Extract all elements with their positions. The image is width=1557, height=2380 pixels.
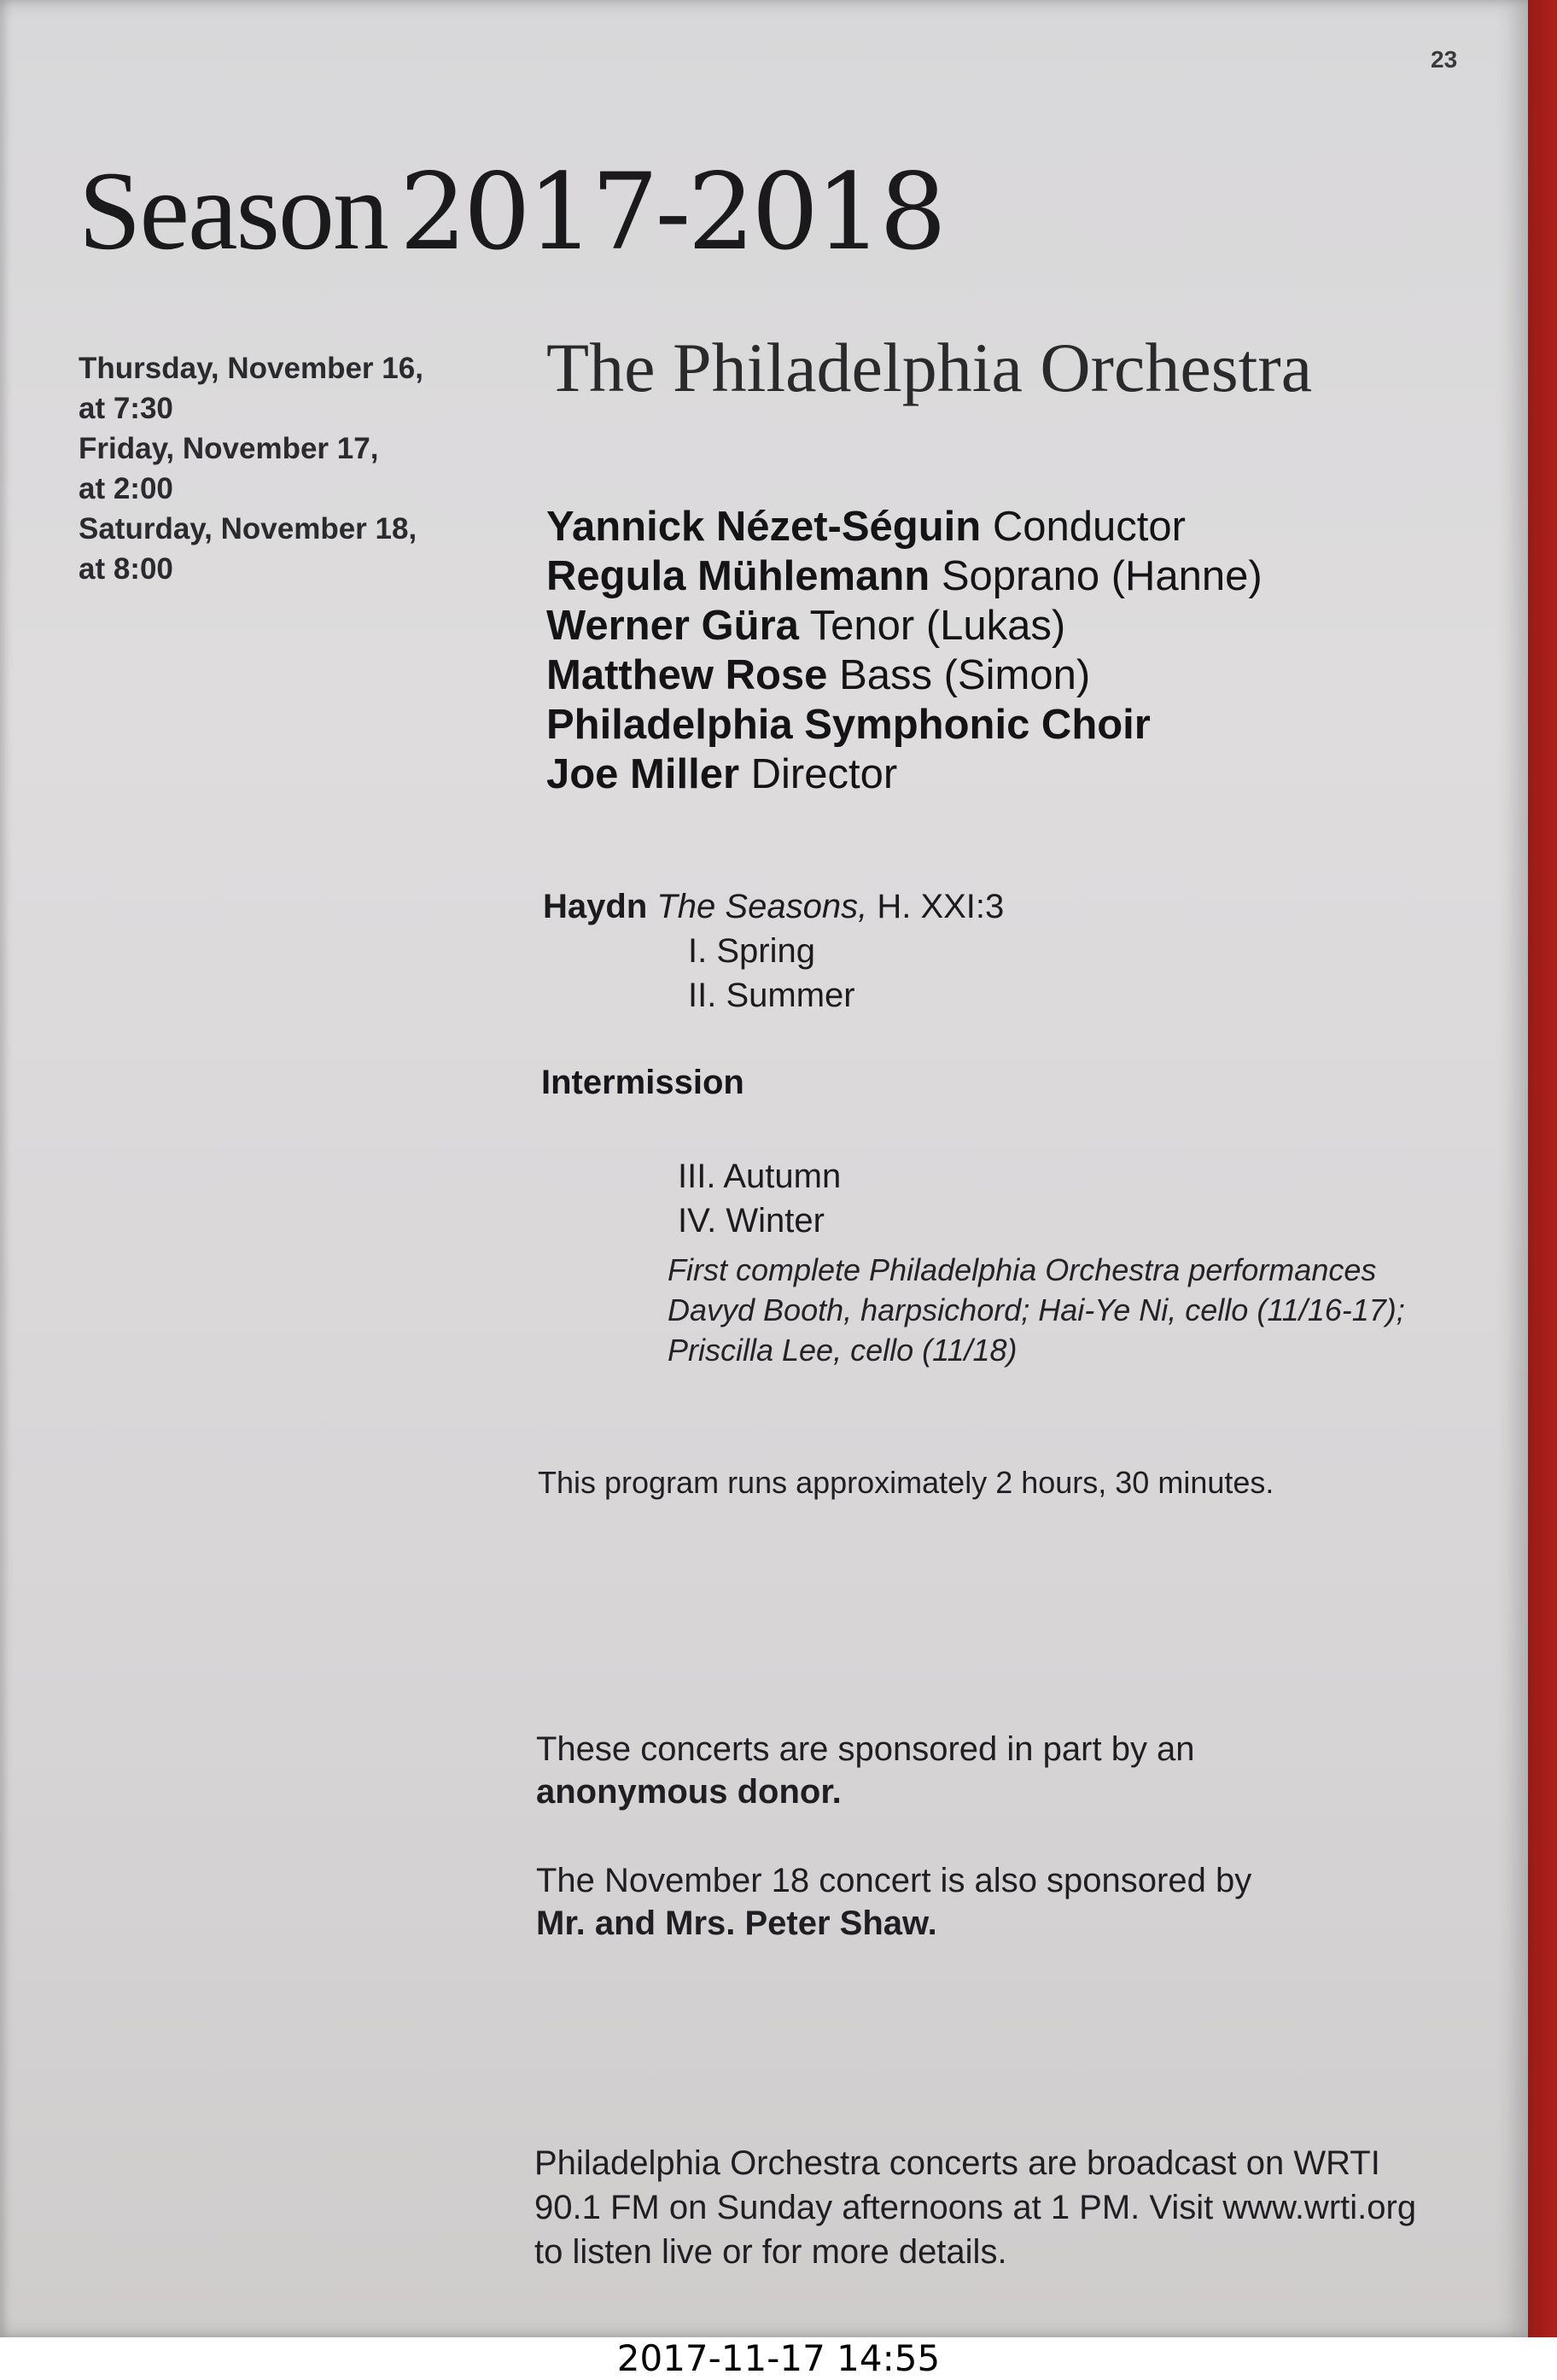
- sponsor-name: anonymous donor.: [536, 1773, 842, 1811]
- sponsor-text: The November 18 concert is also sponsored by: [536, 1862, 1252, 1899]
- season-word: Season: [79, 148, 388, 273]
- performer-name: Werner Güra: [546, 603, 799, 649]
- performer-row: [546, 502, 1263, 551]
- note-line: First complete Philadelphia Orchestra performances: [668, 1252, 1377, 1287]
- broadcast-line: to listen live or for more details.: [534, 2233, 1007, 2271]
- performer-row: [546, 650, 1263, 700]
- sponsor-text: These concerts are sponsored in part by an: [536, 1730, 1195, 1768]
- time-line: at 2:00: [79, 472, 173, 505]
- runtime-note: This program runs approximately 2 hours, 30 minutes.: [538, 1465, 1274, 1500]
- performer-role: Bass (Simon): [839, 652, 1091, 698]
- orchestra-name: The Philadelphia Orchestra: [546, 329, 1313, 406]
- performer-role: Tenor (Lukas): [809, 603, 1066, 649]
- movement: III. Autumn: [678, 1158, 842, 1195]
- sponsor-block: [536, 1728, 1195, 1813]
- movement: II. Summer: [688, 977, 855, 1014]
- performer-name: Matthew Rose: [546, 652, 828, 698]
- broadcast-note: [534, 2141, 1416, 2274]
- performer-row: [546, 601, 1263, 650]
- performer-name: Joe Miller: [546, 751, 740, 797]
- work-line: [543, 884, 1004, 929]
- performance-notes: [668, 1250, 1405, 1370]
- performer-row: [546, 551, 1263, 601]
- time-line: at 7:30: [79, 392, 173, 425]
- photo-timestamp: 2017-11-17 14:55: [616, 2337, 941, 2379]
- broadcast-line: Philadelphia Orchestra concerts are broadcast on WRTI: [534, 2144, 1380, 2182]
- note-line: Priscilla Lee, cello (11/18): [668, 1333, 1018, 1368]
- performer-role: Conductor: [992, 504, 1186, 550]
- performer-name: Philadelphia Symphonic Choir: [546, 702, 1151, 748]
- broadcast-line: 90.1 FM on Sunday afternoons at 1 PM. Visit www.wrti.org: [534, 2189, 1417, 2226]
- sponsor-name: Mr. and Mrs. Peter Shaw.: [536, 1905, 937, 1942]
- intermission-label: Intermission: [541, 1064, 744, 1101]
- performer-list: [546, 502, 1263, 799]
- performer-name: Regula Mühlemann: [546, 553, 930, 599]
- date-line: Saturday, November 18,: [79, 512, 417, 545]
- program-part-one: [543, 884, 1004, 1018]
- season-years: 2017-2018: [399, 151, 944, 274]
- page-number: 23: [1431, 46, 1458, 73]
- date-line: Thursday, November 16,: [79, 352, 423, 385]
- performer-role: Soprano (Hanne): [941, 553, 1263, 599]
- season-heading: [79, 145, 943, 276]
- movement: I. Spring: [688, 932, 815, 970]
- performer-role: Director: [750, 751, 898, 797]
- sponsor-block: [536, 1859, 1251, 1945]
- note-line: Davyd Booth, harpsichord; Hai-Ye Ni, cello (11/16-17);: [668, 1292, 1405, 1327]
- work-catalog: H. XXI:3: [877, 888, 1005, 925]
- composer: Haydn: [543, 888, 648, 925]
- concert-dates: [79, 348, 480, 589]
- movement: IV. Winter: [678, 1202, 825, 1240]
- date-line: Friday, November 17,: [79, 432, 379, 465]
- performer-name: Yannick Nézet-Séguin: [546, 504, 982, 550]
- program-part-two: [678, 1154, 841, 1243]
- performer-row: [546, 750, 1263, 799]
- work-title: The Seasons,: [656, 888, 868, 925]
- time-line: at 8:00: [79, 552, 173, 586]
- performer-row: [546, 700, 1263, 750]
